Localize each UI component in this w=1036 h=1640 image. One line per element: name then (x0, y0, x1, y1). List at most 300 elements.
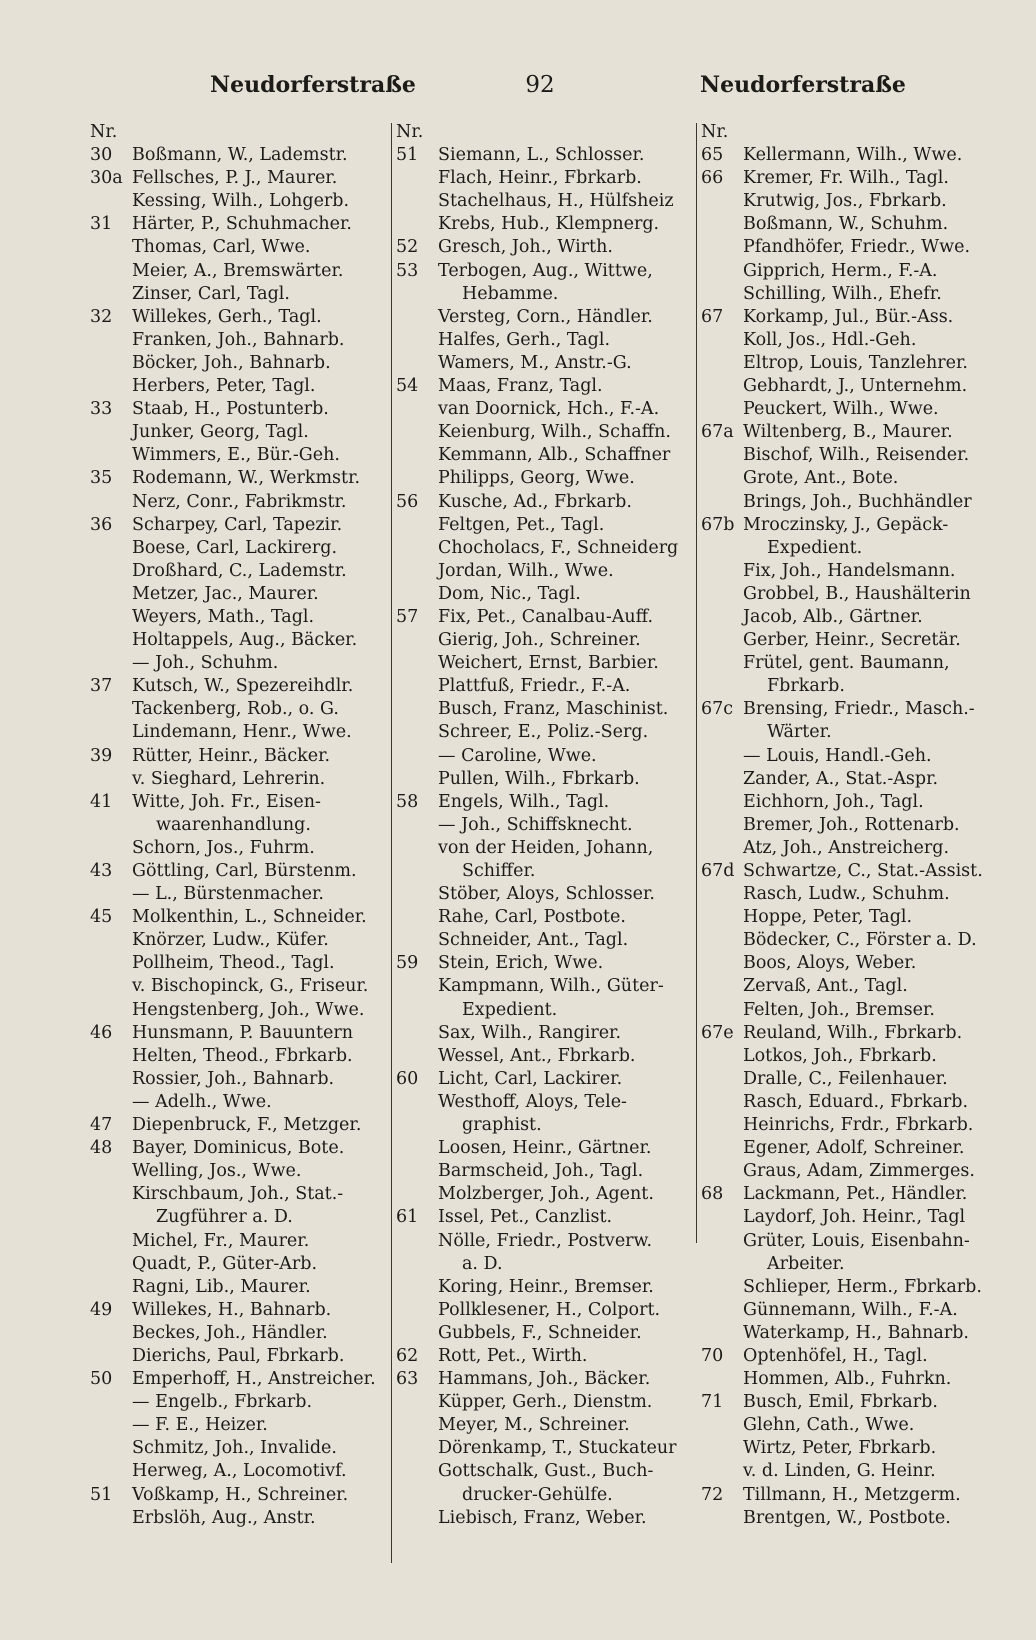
directory-entry (701, 1484, 1001, 1507)
directory-entry (396, 698, 696, 721)
directory-entry (396, 467, 696, 490)
column-nr-heading (701, 121, 1001, 144)
house-number: 71 (701, 1392, 724, 1413)
resident-text: Thomas, Carl, Wwe. (132, 237, 311, 258)
directory-entry (90, 398, 390, 421)
directory-entry (90, 698, 390, 721)
resident-text: Busch, Emil, Fbrkarb. (743, 1392, 938, 1413)
resident-text: Jordan, Wilh., Wwe. (438, 560, 614, 581)
house-number: 46 (90, 1022, 113, 1043)
house-number: 43 (90, 861, 113, 881)
resident-text: Kusche, Ad., Fbrkarb. (438, 491, 632, 512)
directory-entry (90, 952, 390, 975)
resident-text: Atz, Joh., Anstreicherg. (743, 837, 950, 858)
resident-text: Bischof, Wilh., Reisender. (743, 445, 970, 466)
directory-entry (396, 213, 696, 236)
page-number: 92 (525, 72, 555, 98)
directory-entry (90, 491, 390, 514)
resident-text: Boos, Aloys, Weber. (743, 953, 917, 974)
resident-text: Dörenkamp, T., Stuckateur (438, 1438, 677, 1459)
resident-text: Holtappels, Aug., Bäcker. (132, 630, 358, 651)
resident-text: Dralle, C., Feilenhauer. (743, 1068, 948, 1089)
resident-text: — Joh., Schiffsknecht. (438, 814, 633, 835)
resident-text: Schmitz, Joh., Invalide. (132, 1438, 337, 1459)
resident-text: Franken, Joh., Bahnarb. (132, 329, 345, 350)
resident-text: Weyers, Math., Tagl. (132, 606, 315, 627)
house-number: 31 (90, 214, 113, 235)
resident-text: Kellermann, Wilh., Wwe. (743, 145, 963, 166)
directory-entry (90, 860, 390, 883)
resident-text: Kirschbaum, Joh., Stat.- (132, 1184, 344, 1205)
directory-entry (90, 1045, 390, 1068)
directory-entry (701, 1460, 1001, 1483)
directory-entry (90, 537, 390, 560)
directory-entry (701, 352, 1001, 375)
directory-entry (701, 1299, 1001, 1322)
directory-entry (90, 1230, 390, 1253)
directory-entry (396, 560, 696, 583)
directory-entry (90, 929, 390, 952)
directory-entry (396, 606, 696, 629)
directory-entry (396, 537, 696, 560)
resident-text: Engels, Wilh., Tagl. (438, 791, 610, 812)
resident-text: Molzberger, Joh., Agent. (438, 1184, 654, 1205)
house-number: 52 (396, 237, 419, 258)
directory-entry (396, 352, 696, 375)
directory-entry (396, 860, 696, 883)
directory-entry (701, 491, 1001, 514)
resident-text: Mroczinsky, J., Gepäck- (743, 514, 949, 535)
directory-entry (701, 560, 1001, 583)
directory-entry (701, 1414, 1001, 1437)
directory-entry (396, 1137, 696, 1160)
resident-text: Wessel, Ant., Fbrkarb. (438, 1045, 636, 1066)
directory-entry (90, 467, 390, 490)
directory-entry (396, 1507, 696, 1530)
resident-text: — L., Bürstenmacher. (132, 884, 324, 905)
house-number: 72 (701, 1484, 724, 1505)
directory-entry (396, 999, 696, 1022)
resident-text: Zinser, Carl, Tagl. (132, 283, 290, 304)
directory-entry (396, 1022, 696, 1045)
house-number: 67 (701, 306, 724, 327)
directory-entry (396, 837, 696, 860)
directory-entry (396, 1183, 696, 1206)
resident-text: Diepenbruck, F., Metzger. (132, 1115, 362, 1136)
resident-text: Gebhardt, J., Unternehm. (743, 376, 968, 397)
directory-entry (90, 1345, 390, 1368)
house-number: 33 (90, 399, 113, 420)
resident-text: a. D. (462, 1253, 503, 1274)
resident-text: Fix, Joh., Handelsmann. (743, 560, 956, 581)
directory-entry (90, 1068, 390, 1091)
directory-entry (701, 1276, 1001, 1299)
directory-entry (701, 1345, 1001, 1368)
resident-text: Beckes, Joh., Händler. (132, 1322, 328, 1343)
column-nr-heading (396, 121, 696, 144)
resident-text: Hoppe, Peter, Tagl. (743, 907, 913, 928)
directory-entry (701, 1091, 1001, 1114)
house-number: 50 (90, 1369, 113, 1390)
directory-entry (701, 883, 1001, 906)
directory-entry (90, 283, 390, 306)
resident-text: Dierichs, Paul, Fbrkarb. (132, 1345, 345, 1366)
house-number: 54 (396, 376, 419, 397)
resident-text: Sax, Wilh., Rangirer. (438, 1022, 622, 1043)
directory-entry (396, 1345, 696, 1368)
directory-entry (701, 1368, 1001, 1391)
directory-entry (701, 467, 1001, 490)
directory-entry (90, 352, 390, 375)
resident-text: Rütter, Heinr., Bäcker. (132, 745, 331, 766)
directory-entry (396, 306, 696, 329)
resident-text: Waterkamp, H., Bahnarb. (743, 1322, 969, 1343)
resident-text: van Doornick, Hch., F.-A. (438, 399, 660, 420)
directory-entry (701, 514, 1001, 537)
house-number: 70 (701, 1345, 724, 1366)
directory-entry (396, 975, 696, 998)
directory-entry (701, 421, 1001, 444)
resident-text: Krebs, Hub., Klempnerg. (438, 214, 660, 235)
resident-text: Laydorf, Joh. Heinr., Tagl (743, 1207, 966, 1228)
resident-text: Terbogen, Aug., Wittwe, (438, 260, 653, 281)
directory-entry (90, 606, 390, 629)
resident-text: Lackmann, Pet., Händler. (743, 1184, 968, 1205)
directory-entry (90, 721, 390, 744)
directory-entry (396, 768, 696, 791)
directory-entry (701, 444, 1001, 467)
directory-entry (701, 929, 1001, 952)
resident-text: Krutwig, Jos., Fbrkarb. (743, 191, 947, 212)
directory-entry (701, 791, 1001, 814)
resident-text: Expedient. (767, 537, 863, 558)
resident-text: Lindemann, Henr., Wwe. (132, 722, 352, 743)
directory-entry (701, 1022, 1001, 1045)
directory-entry (90, 629, 390, 652)
house-number: 67e (701, 1022, 734, 1043)
house-number: 37 (90, 676, 113, 697)
resident-text: Pollheim, Theod., Tagl. (132, 953, 335, 974)
resident-text: Hommen, Alb., Fuhrkn. (743, 1369, 952, 1390)
house-number: 51 (90, 1484, 113, 1505)
resident-text: Hunsmann, P. Bauuntern (132, 1022, 353, 1043)
resident-text: Göttling, Carl, Bürstenm. (132, 861, 357, 881)
resident-text: Emperhoff, H., Anstreicher. (132, 1369, 376, 1390)
resident-text: Chocholacs, F., Schneiderg (438, 537, 679, 558)
resident-text: graphist. (462, 1115, 542, 1136)
resident-text: Staab, H., Postunterb. (132, 399, 329, 420)
house-number: 65 (701, 145, 724, 166)
directory-entry (701, 1391, 1001, 1414)
resident-text: Kremer, Fr. Wilh., Tagl. (743, 168, 949, 189)
directory-entry (701, 1206, 1001, 1229)
directory-entry (90, 1253, 390, 1276)
directory-entry (90, 745, 390, 768)
resident-text: Bayer, Dominicus, Bote. (132, 1138, 345, 1159)
resident-text: Schilling, Wilh., Ehefr. (743, 283, 942, 304)
resident-text: Schreer, E., Poliz.-Serg. (438, 722, 649, 743)
resident-text: waarenhandlung. (156, 814, 311, 835)
directory-entry (396, 721, 696, 744)
resident-text: Stein, Erich, Wwe. (438, 953, 604, 974)
house-number: 32 (90, 306, 113, 327)
resident-text: Pullen, Wilh., Fbrkarb. (438, 768, 640, 789)
resident-text: Droßhard, C., Lademstr. (132, 560, 347, 581)
resident-text: Flach, Heinr., Fbrkarb. (438, 168, 642, 189)
resident-text: Feltgen, Pet., Tagl. (438, 514, 605, 535)
resident-text: Kessing, Wilh., Lohgerb. (132, 191, 350, 212)
directory-entry (701, 606, 1001, 629)
resident-text: Gresch, Joh., Wirth. (438, 237, 613, 258)
directory-entry (90, 144, 390, 167)
resident-text: Hengstenberg, Joh., Wwe. (132, 999, 365, 1020)
resident-text: Arbeiter. (767, 1253, 845, 1274)
directory-entry (90, 906, 390, 929)
resident-text: Rasch, Eduard., Fbrkarb. (743, 1091, 969, 1112)
house-number: 59 (396, 953, 419, 974)
resident-text: Boese, Carl, Lackirerg. (132, 537, 338, 558)
resident-text: Michel, Fr., Maurer. (132, 1230, 310, 1251)
directory-entry (701, 283, 1001, 306)
resident-text: Peuckert, Wilh., Wwe. (743, 399, 939, 420)
street-header-right: Neudorferstraße (700, 72, 906, 98)
house-number: 48 (90, 1138, 113, 1159)
directory-entry (396, 814, 696, 837)
resident-text: Hammans, Joh., Bäcker. (438, 1369, 651, 1390)
resident-text: v. Bischopinck, G., Friseur. (132, 976, 369, 997)
resident-text: Pollklesener, H., Colport. (438, 1299, 661, 1320)
resident-text: Liebisch, Franz, Weber. (438, 1507, 647, 1528)
directory-entry (90, 1460, 390, 1483)
resident-text: Wimmers, E., Bür.-Geh. (132, 445, 340, 466)
resident-text: Zervaß, Ant., Tagl. (743, 976, 908, 997)
resident-text: Weichert, Ernst, Barbier. (438, 653, 659, 674)
directory-entry (701, 652, 1001, 675)
house-number: 39 (90, 745, 113, 766)
column-divider (696, 123, 697, 1243)
directory-entry (396, 1068, 696, 1091)
resident-text: Lotkos, Joh., Fbrkarb. (743, 1045, 937, 1066)
directory-entry (396, 906, 696, 929)
resident-text: — Caroline, Wwe. (438, 745, 597, 766)
column-nr-heading (90, 121, 390, 144)
resident-text: Eichhorn, Joh., Tagl. (743, 791, 924, 812)
resident-text: — Louis, Handl.-Geh. (743, 745, 932, 766)
resident-text: Tillmann, H., Metzgerm. (743, 1484, 961, 1505)
directory-entry (396, 929, 696, 952)
directory-entry (396, 1206, 696, 1229)
resident-text: Tackenberg, Rob., o. G. (132, 699, 339, 720)
resident-text: Reuland, Wilh., Fbrkarb. (743, 1022, 963, 1043)
resident-text: Grüter, Louis, Eisenbahn- (743, 1230, 970, 1251)
directory-entry (396, 629, 696, 652)
directory-entry (701, 1045, 1001, 1068)
resident-text: Gottschalk, Gust., Buch- (438, 1461, 654, 1482)
resident-text: Fix, Pet., Canalbau-Auff. (438, 606, 654, 627)
resident-text: Schorn, Jos., Fuhrm. (132, 837, 315, 858)
directory-entry (701, 1437, 1001, 1460)
directory-entry (701, 975, 1001, 998)
resident-text: Boßmann, W., Lademstr. (132, 145, 348, 166)
directory-entry (701, 583, 1001, 606)
directory-entry (701, 236, 1001, 259)
resident-text: Küpper, Gerh., Dienstm. (438, 1392, 653, 1413)
page-header (0, 72, 1036, 112)
resident-text: Jacob, Alb., Gärtner. (743, 606, 923, 627)
resident-text: Witte, Joh. Fr., Eisen- (132, 791, 321, 812)
resident-text: Quadt, P., Güter-Arb. (132, 1253, 318, 1274)
house-number: 36 (90, 514, 113, 535)
directory-entry (90, 1022, 390, 1045)
resident-text: Frütel, gent. Baumann, (743, 653, 950, 674)
resident-text: Fellsches, P. J., Maurer. (132, 168, 338, 189)
resident-text: Pfandhöfer, Friedr., Wwe. (743, 237, 971, 258)
directory-entry (396, 675, 696, 698)
directory-entry (396, 1276, 696, 1299)
resident-text: Loosen, Heinr., Gärtner. (438, 1138, 652, 1159)
resident-text: Wärter. (767, 722, 832, 743)
house-number: 30 (90, 145, 113, 166)
resident-text: Koring, Heinr., Bremser. (438, 1276, 654, 1297)
directory-entry (90, 560, 390, 583)
resident-text: Siemann, L., Schlosser. (438, 145, 645, 166)
resident-text: Plattfuß, Friedr., F.-A. (438, 676, 631, 697)
directory-entry (701, 167, 1001, 190)
resident-text: Wiltenberg, B., Maurer. (743, 422, 953, 443)
directory-entry (701, 1183, 1001, 1206)
house-number: 67c (701, 699, 734, 720)
house-number: 63 (396, 1369, 419, 1390)
resident-text: Grote, Ant., Bote. (743, 468, 899, 489)
directory-entry (396, 444, 696, 467)
resident-text: — Adelh., Wwe. (132, 1091, 272, 1112)
resident-text: Helten, Theod., Fbrkarb. (132, 1045, 353, 1066)
directory-entry (701, 213, 1001, 236)
directory-entry (90, 1299, 390, 1322)
resident-text: Meyer, M., Schreiner. (438, 1415, 630, 1436)
resident-text: Versteg, Corn., Händler. (438, 306, 653, 327)
directory-entry (90, 421, 390, 444)
house-number: 58 (396, 791, 419, 812)
directory-entry (90, 167, 390, 190)
directory-entry (701, 144, 1001, 167)
directory-entry (90, 190, 390, 213)
resident-text: Kutsch, W., Spezereihdlr. (132, 676, 354, 697)
resident-text: Issel, Pet., Canzlist. (438, 1207, 613, 1228)
resident-text: Maas, Franz, Tagl. (438, 376, 603, 397)
resident-text: Herweg, A., Locomotivf. (132, 1461, 347, 1482)
directory-entry (396, 883, 696, 906)
directory-column-3 (701, 121, 1001, 1530)
resident-text: von der Heiden, Johann, (438, 837, 654, 858)
directory-entry (90, 1160, 390, 1183)
resident-text: Grobbel, B., Haushälterin (743, 583, 971, 604)
directory-entry (90, 1091, 390, 1114)
resident-text: Bremer, Joh., Rottenarb. (743, 814, 960, 835)
directory-entry (90, 375, 390, 398)
house-number: 68 (701, 1184, 724, 1205)
directory-entry (701, 698, 1001, 721)
nr-label: Nr. (396, 122, 424, 142)
resident-text: Günnemann, Wilh., F.-A. (743, 1299, 958, 1320)
directory-entry (701, 999, 1001, 1022)
directory-entry (90, 444, 390, 467)
directory-entry (396, 1230, 696, 1253)
directory-entry (90, 1391, 390, 1414)
directory-entry (90, 1368, 390, 1391)
directory-entry (396, 283, 696, 306)
directory-entry (396, 1322, 696, 1345)
resident-text: Erbslöh, Aug., Anstr. (132, 1507, 316, 1528)
resident-text: Rott, Pet., Wirth. (438, 1345, 588, 1366)
directory-entry (396, 236, 696, 259)
directory-entry (90, 236, 390, 259)
directory-entry (396, 260, 696, 283)
resident-text: Wirtz, Peter, Fbrkarb. (743, 1438, 937, 1459)
resident-text: Glehn, Cath., Wwe. (743, 1415, 915, 1436)
resident-text: Expedient. (462, 999, 558, 1020)
resident-text: — Joh., Schuhm. (132, 653, 279, 674)
resident-text: Brentgen, W., Postbote. (743, 1507, 951, 1528)
resident-text: Knörzer, Ludw., Küfer. (132, 930, 329, 951)
directory-entry (701, 1068, 1001, 1091)
resident-text: Gipprich, Herm., F.-A. (743, 260, 938, 281)
nr-label: Nr. (701, 122, 729, 142)
house-number: 61 (396, 1207, 419, 1228)
resident-text: Eltrop, Louis, Tanzlehrer. (743, 352, 968, 373)
directory-entry (90, 999, 390, 1022)
resident-text: Nerz, Conr., Fabrikmstr. (132, 491, 347, 512)
directory-entry (90, 1484, 390, 1507)
directory-entry (701, 629, 1001, 652)
directory-entry (90, 213, 390, 236)
resident-text: Gubbels, F., Schneider. (438, 1322, 642, 1343)
directory-entry (396, 329, 696, 352)
resident-text: drucker-Gehülfe. (462, 1484, 613, 1505)
resident-text: Westhoff, Aloys, Tele- (438, 1091, 627, 1112)
resident-text: Zander, A., Stat.-Aspr. (743, 768, 939, 789)
house-number: 51 (396, 145, 419, 166)
resident-text: Welling, Jos., Wwe. (132, 1161, 302, 1182)
directory-entry (396, 1045, 696, 1068)
directory-entry (701, 1322, 1001, 1345)
directory-entry (90, 883, 390, 906)
directory-entry (396, 375, 696, 398)
resident-text: Heinrichs, Frdr., Fbrkarb. (743, 1115, 974, 1136)
house-number: 45 (90, 907, 113, 928)
directory-entry (90, 583, 390, 606)
directory-entry (396, 583, 696, 606)
resident-text: Egener, Adolf, Schreiner. (743, 1138, 965, 1159)
directory-entry (90, 791, 390, 814)
resident-text: Härter, P., Schuhmacher. (132, 214, 352, 235)
resident-text: Rodemann, W., Werkmstr. (132, 468, 361, 489)
resident-text: Schwartze, C., Stat.-Assist. (743, 861, 983, 881)
resident-text: v. d. Linden, G. Heinr. (743, 1461, 936, 1482)
resident-text: Willekes, Gerh., Tagl. (132, 306, 322, 327)
resident-text: Schneider, Ant., Tagl. (438, 930, 629, 951)
resident-text: Stöber, Aloys, Schlosser. (438, 884, 655, 905)
directory-entry (701, 721, 1001, 744)
house-number: 67b (701, 514, 735, 535)
resident-text: Voßkamp, H., Schreiner. (132, 1484, 349, 1505)
directory-column-1 (90, 121, 390, 1530)
directory-entry (396, 491, 696, 514)
house-number: 30a (90, 168, 123, 189)
resident-text: Ragni, Lib., Maurer. (132, 1276, 311, 1297)
resident-text: Licht, Carl, Lackirer. (438, 1068, 623, 1089)
resident-text: Keienburg, Wilh., Schaffn. (438, 422, 671, 443)
